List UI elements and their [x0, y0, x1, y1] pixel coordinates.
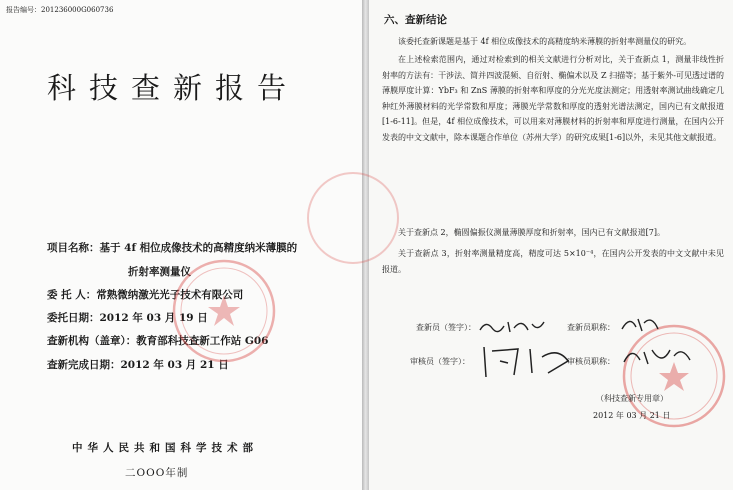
- section-heading: 六、查新结论: [384, 14, 447, 26]
- seal-stamp-faint: [303, 168, 403, 268]
- reviewer-title-label: 审核员职称：: [567, 357, 615, 366]
- field-value: 2012 年 03 月 21 日: [120, 359, 229, 371]
- seal-caption: （科技查新专用章）: [596, 394, 668, 403]
- field-project-name: [47, 240, 297, 255]
- reviewer-signature-label: 审核员（签字）：: [410, 357, 470, 366]
- field-value: 基于 4f 相位成像技术的高精度纳米薄膜的: [99, 242, 298, 254]
- field-label: 委托日期：: [47, 312, 100, 324]
- reviewer-signature: [478, 343, 578, 381]
- conclusion-paragraph: 关于查新点 3，折射率测量精度高，精度可达 5×10⁻⁴，在国内公开发表的中文文献中未见报道。: [382, 249, 724, 274]
- conclusion-paragraph: 在上述检索范围内，通过对检索到的相关文献进行分析对比，关于查新点 1，测量非线性折射率的方法有：干涉法、简并四波混频、自衍射、椭偏术以及 Z 扫描等；基于紫外-可见透过谱的薄膜厚度计算：YbF₃ 和 ZnS 薄膜的折射率和厚度的分光光度法测定；用透射率测试曲线确定几种红外薄膜材料的光学常数和厚度；薄膜光学常数和厚度的透射光谱法测定，国内已有文献报道[1-6-11]。但是，4f 相位成像技术，可以用来对薄膜材料的折射率和厚度进行测量，在国内公开发表的中文文献中，除本课题合作单位（苏州大学）的研究成果[1-6]以外，未见其他文献报道。: [382, 55, 724, 142]
- field-project-name-cont: 折射率测量仪: [128, 266, 191, 278]
- official-seal-stamp: [168, 255, 280, 367]
- checker-title-label: 查新员职称：: [567, 323, 615, 332]
- field-value: 教育部科技查新工作站 G06: [136, 335, 269, 347]
- checker-title-handwriting: [620, 313, 660, 335]
- field-label: 委 托 人：: [47, 289, 97, 301]
- signature-date: 2012 年 03 月 21 日: [593, 411, 671, 420]
- field-value: 常熟微纳激光光子技术有限公司: [96, 289, 244, 301]
- field-label: 查新完成日期：: [47, 359, 121, 371]
- field-label: 查新机构（盖章）：: [47, 335, 137, 347]
- checker-signature-label: 查新员（签字）：: [416, 323, 476, 332]
- issuing-year: 二OOO年制: [125, 467, 189, 479]
- field-value: 2012 年 03 月 19 日: [99, 312, 208, 324]
- report-title: 科技查新报告: [47, 71, 300, 105]
- conclusion-paragraph: 关于查新点 2，椭圆偏振仪测量薄膜厚度和折射率，国内已有文献报道[7]。: [398, 228, 665, 237]
- field-label: 项目名称：: [47, 242, 100, 254]
- checker-signature: [478, 316, 546, 336]
- conclusion-paragraph: 该委托查新课题是基于 4f 相位成像技术的高精度纳米薄膜的折射率测量仪的研究。: [398, 37, 692, 46]
- report-number: 报告编号：201236000G060736: [6, 6, 114, 14]
- issuing-ministry: 中华人民共和国科学技术部: [72, 442, 258, 454]
- reviewer-title-handwriting: [622, 344, 692, 368]
